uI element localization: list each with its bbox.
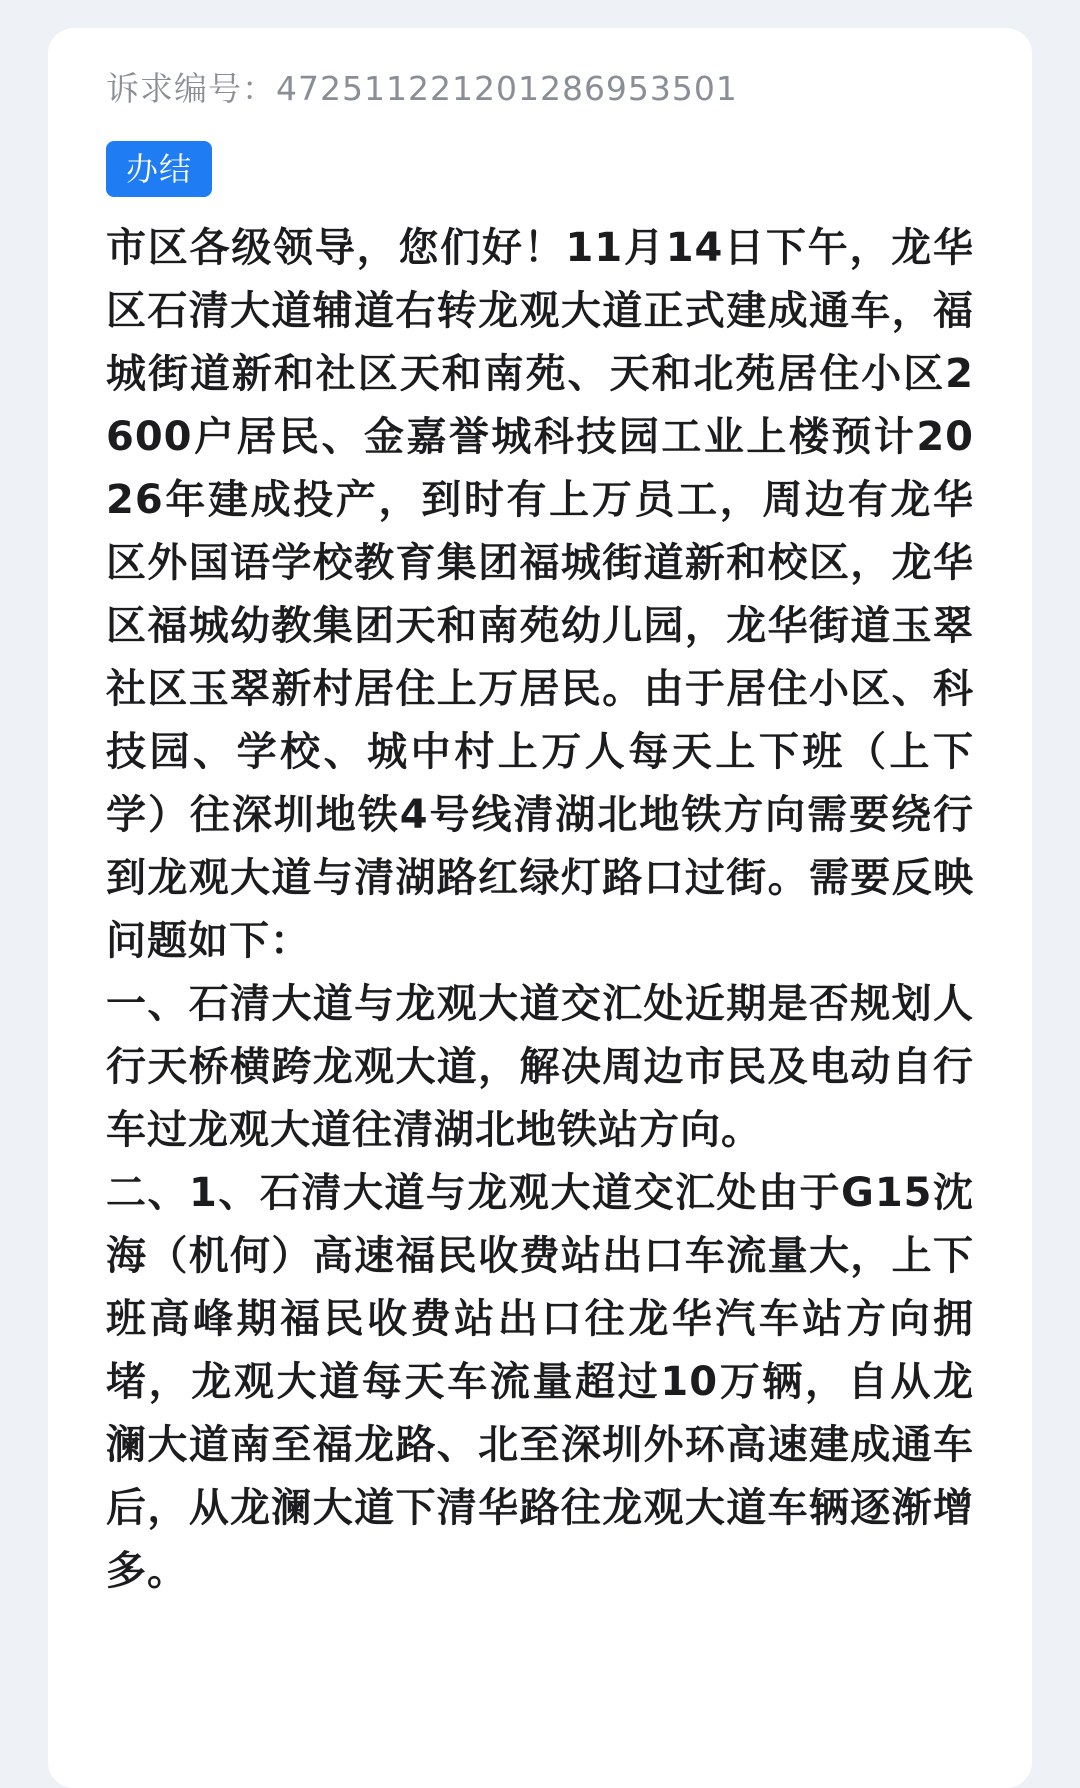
content-paragraph: 一、石清大道与龙观大道交汇处近期是否规划人行天桥横跨龙观大道，解决周边市民及电动自行车过龙观大道往清湖北地铁站方向。: [106, 980, 974, 1153]
content-paragraph: 二、1、石清大道与龙观大道交汇处由于G15沈海（机何）高速福民收费站出口车流量大，上下班高峰期福民收费站出口往龙华汽车站方向拥堵，龙观大道每天车流量超过10万辆，自从龙澜大道南至福龙路、北至深圳外环高速建成通车后，从龙澜大道下清华路往龙观大道车辆逐渐增多。: [106, 1169, 974, 1594]
status-badge: 办结: [106, 141, 212, 197]
case-number: [106, 68, 974, 111]
case-number-value: 472511221201286953501: [276, 69, 738, 108]
appeal-content: [106, 217, 974, 1603]
appeal-detail-card: [48, 28, 1032, 1788]
case-number-label: 诉求编号：: [106, 69, 276, 108]
content-paragraph: 市区各级领导，您们好！11月14日下午，龙华区石清大道辅道右转龙观大道正式建成通车，福城街道新和社区天和南苑、天和北苑居住小区2600户居民、金嘉誉城科技园工业上楼预计2026年建成投产，到时有上万员工，周边有龙华区外国语学校教育集团福城街道新和校区，龙华区福城幼教集团天和南苑幼儿园，龙华街道玉翠社区玉翠新村居住上万居民。由于居住小区、科技园、学校、城中村上万人每天上下班（上下学）往深圳地铁4号线清湖北地铁方向需要绕行到龙观大道与清湖路红绿灯路口过街。需要反映问题如下：: [106, 224, 974, 964]
